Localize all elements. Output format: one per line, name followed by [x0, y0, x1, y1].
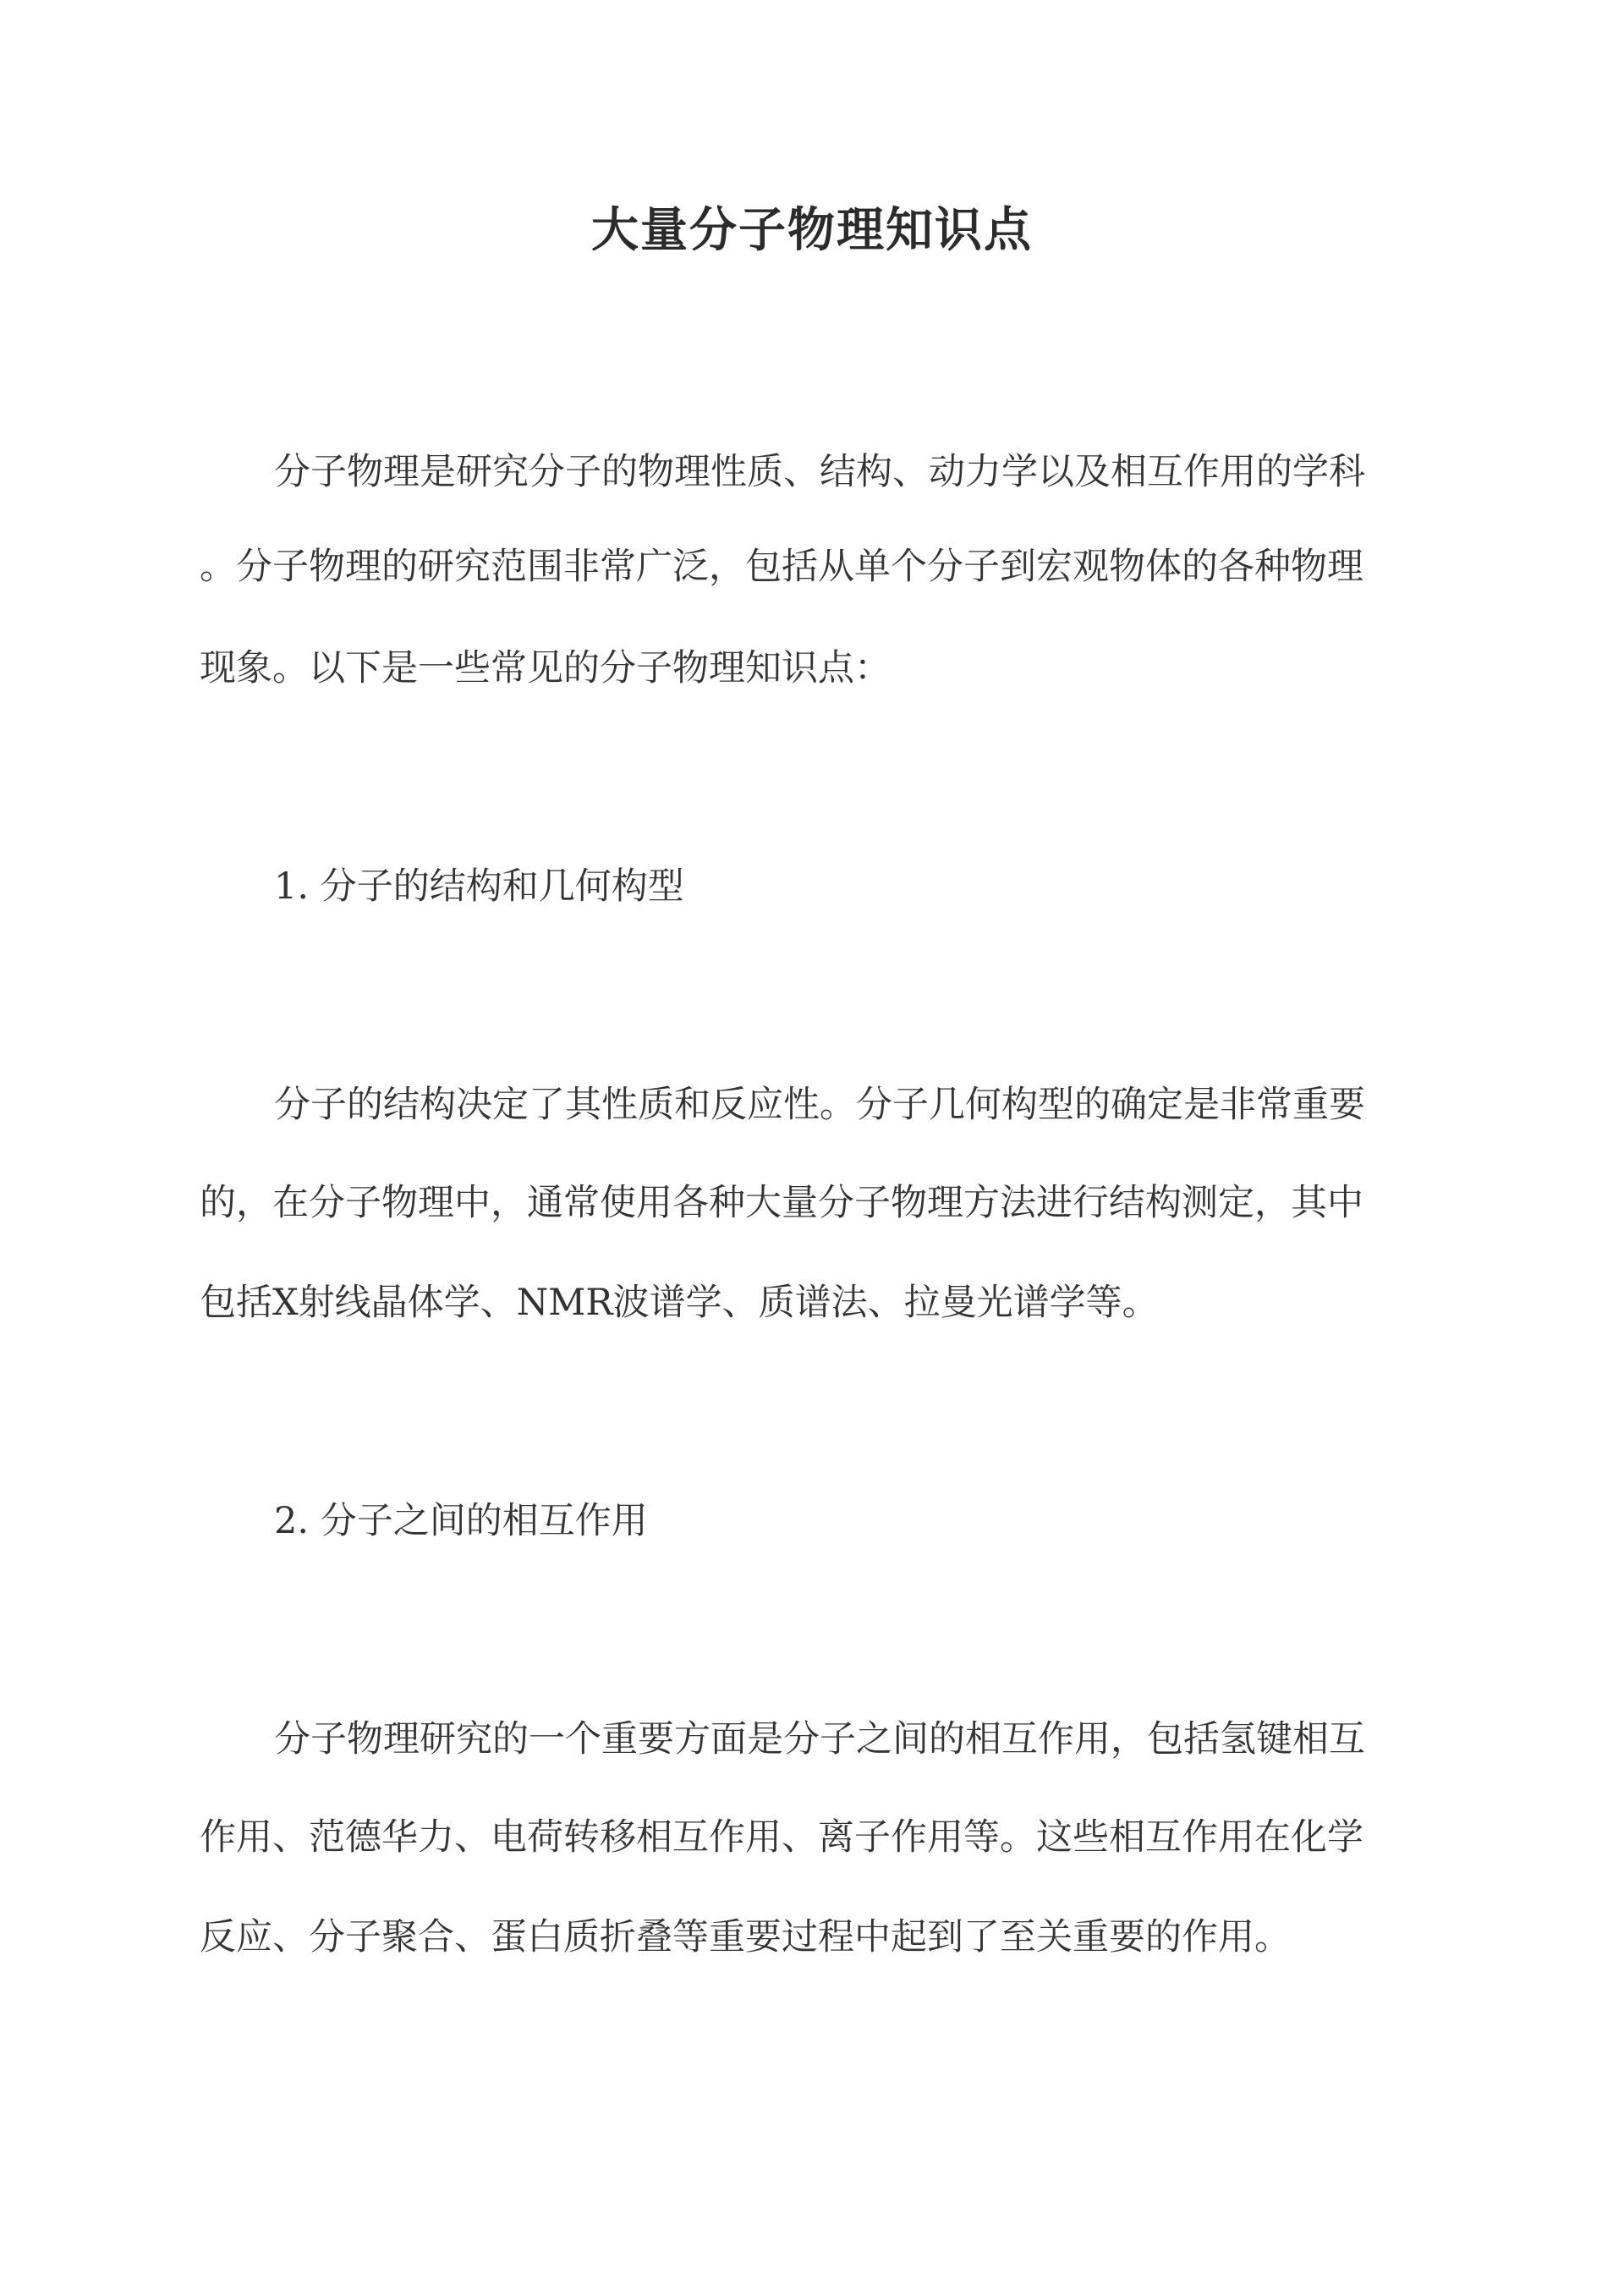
section-1-line-2: 的，在分子物理中，通常使用各种大量分子物理方法进行结构测定，其中: [200, 1182, 1363, 1224]
section-heading-1: 1. 分子的结构和几何构型: [274, 865, 684, 908]
intro-line-2: 。分子物理的研究范围非常广泛，包括从单个分子到宏观物体的各种物理: [200, 546, 1363, 588]
section-2-line-1: 分子物理研究的一个重要方面是分子之间的相互作用，包括氢键相互: [274, 1718, 1365, 1760]
section-heading-2: 2. 分子之间的相互作用: [274, 1500, 648, 1542]
section-2-line-3: 反应、分子聚合、蛋白质折叠等重要过程中起到了至关重要的作用。: [200, 1916, 1291, 1958]
intro-line-1: 分子物理是研究分子的物理性质、结构、动力学以及相互作用的学科: [274, 451, 1365, 493]
section-2-line-2: 作用、范德华力、电荷转移相互作用、离子作用等。这些相互作用在化学: [200, 1816, 1363, 1859]
section-1-line-1: 分子的结构决定了其性质和反应性。分子几何构型的确定是非常重要: [274, 1084, 1365, 1126]
intro-line-3: 现象。以下是一些常见的分子物理知识点：: [200, 647, 891, 689]
section-1-line-3: 包括X射线晶体学、NMR波谱学、质谱法、拉曼光谱学等。: [200, 1282, 1159, 1324]
document-title: 大量分子物理知识点: [591, 202, 1033, 258]
